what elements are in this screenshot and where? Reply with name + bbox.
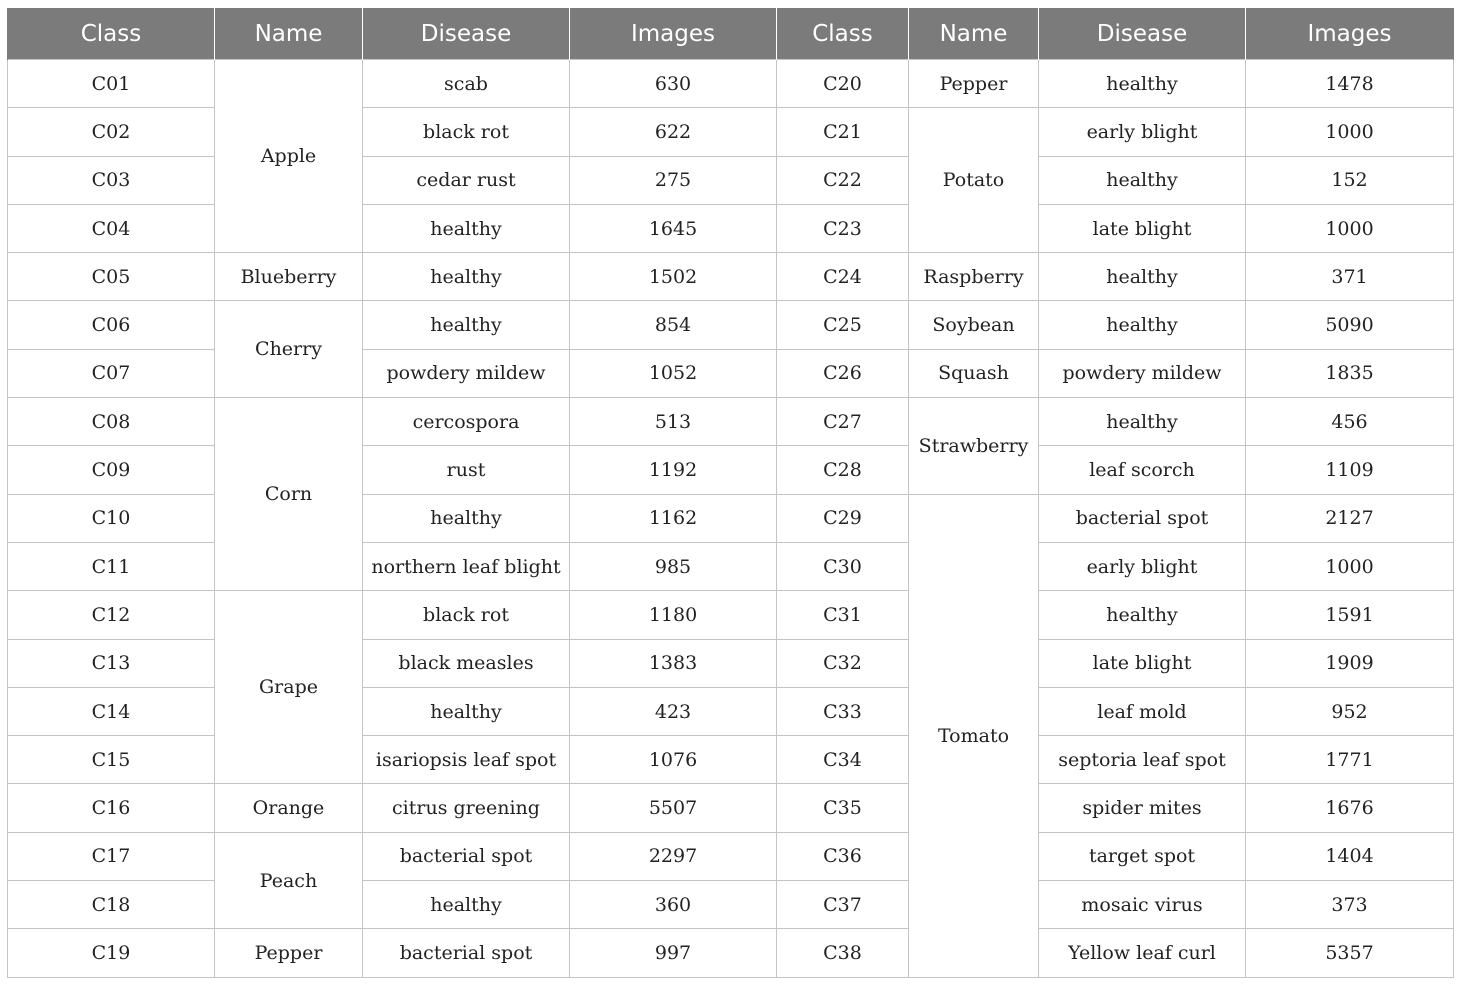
cell-images: 1404: [1246, 832, 1454, 880]
cell-disease: black rot: [363, 108, 570, 156]
cell-class: C07: [8, 349, 215, 397]
cell-images: 373: [1246, 881, 1454, 929]
cell-images: 1591: [1246, 591, 1454, 639]
col-header-name-2: Name: [909, 8, 1039, 60]
cell-disease: healthy: [363, 301, 570, 349]
cell-disease: rust: [363, 446, 570, 494]
cell-name: Pepper: [215, 929, 363, 977]
header-row: [8, 8, 1454, 60]
col-header-disease-2: Disease: [1039, 8, 1246, 60]
table-row: [8, 301, 1454, 349]
cell-class: C28: [777, 446, 909, 494]
cell-class: C21: [777, 108, 909, 156]
table-row: [8, 60, 1454, 108]
col-header-disease: Disease: [363, 8, 570, 60]
cell-disease: mosaic virus: [1039, 881, 1246, 929]
cell-class: C38: [777, 929, 909, 977]
cell-images: 1645: [570, 204, 777, 252]
cell-disease: black rot: [363, 591, 570, 639]
cell-disease: healthy: [363, 881, 570, 929]
cell-class: C17: [8, 832, 215, 880]
cell-name: Potato: [909, 108, 1039, 253]
cell-images: 1000: [1246, 204, 1454, 252]
cell-class: C26: [777, 349, 909, 397]
cell-images: 1109: [1246, 446, 1454, 494]
col-header-images: Images: [570, 8, 777, 60]
cell-class: C29: [777, 494, 909, 542]
cell-images: 1835: [1246, 349, 1454, 397]
cell-images: 5507: [570, 784, 777, 832]
cell-class: C36: [777, 832, 909, 880]
cell-images: 1192: [570, 446, 777, 494]
cell-images: 1162: [570, 494, 777, 542]
cell-disease: bacterial spot: [363, 929, 570, 977]
cell-disease: powdery mildew: [363, 349, 570, 397]
cell-images: 1052: [570, 349, 777, 397]
cell-class: C15: [8, 736, 215, 784]
cell-class: C18: [8, 881, 215, 929]
table-body: [8, 60, 1454, 978]
cell-class: C32: [777, 639, 909, 687]
cell-name: Orange: [215, 784, 363, 832]
table-row: [8, 253, 1454, 301]
cell-class: C13: [8, 639, 215, 687]
cell-images: 1771: [1246, 736, 1454, 784]
cell-class: C10: [8, 494, 215, 542]
cell-disease: healthy: [1039, 591, 1246, 639]
cell-class: C03: [8, 156, 215, 204]
cell-images: 997: [570, 929, 777, 977]
cell-name: Squash: [909, 349, 1039, 397]
cell-images: 1909: [1246, 639, 1454, 687]
cell-disease: healthy: [1039, 253, 1246, 301]
cell-class: C24: [777, 253, 909, 301]
cell-name: Strawberry: [909, 398, 1039, 495]
table-row: [8, 398, 1454, 446]
cell-images: 2127: [1246, 494, 1454, 542]
cell-disease: spider mites: [1039, 784, 1246, 832]
cell-class: C27: [777, 398, 909, 446]
cell-images: 5090: [1246, 301, 1454, 349]
cell-images: 1502: [570, 253, 777, 301]
cell-images: 513: [570, 398, 777, 446]
cell-disease: healthy: [363, 204, 570, 252]
cell-class: C35: [777, 784, 909, 832]
cell-images: 423: [570, 687, 777, 735]
table-row: [8, 832, 1454, 880]
cell-images: 1000: [1246, 108, 1454, 156]
cell-images: 371: [1246, 253, 1454, 301]
cell-disease: northern leaf blight: [363, 542, 570, 590]
cell-disease: healthy: [363, 494, 570, 542]
cell-class: C05: [8, 253, 215, 301]
cell-name: Soybean: [909, 301, 1039, 349]
cell-disease: late blight: [1039, 639, 1246, 687]
table-row: [8, 929, 1454, 977]
cell-disease: citrus greening: [363, 784, 570, 832]
cell-disease: powdery mildew: [1039, 349, 1246, 397]
cell-images: 2297: [570, 832, 777, 880]
cell-disease: healthy: [363, 687, 570, 735]
cell-name: Grape: [215, 591, 363, 784]
col-header-class: Class: [8, 8, 215, 60]
cell-disease: Yellow leaf curl: [1039, 929, 1246, 977]
cell-name: Corn: [215, 398, 363, 591]
cell-disease: healthy: [1039, 60, 1246, 108]
cell-class: C09: [8, 446, 215, 494]
cell-name: Cherry: [215, 301, 363, 398]
col-header-class-2: Class: [777, 8, 909, 60]
cell-disease: cercospora: [363, 398, 570, 446]
cell-class: C20: [777, 60, 909, 108]
cell-name: Peach: [215, 832, 363, 929]
cell-disease: healthy: [363, 253, 570, 301]
cell-class: C23: [777, 204, 909, 252]
cell-class: C19: [8, 929, 215, 977]
cell-disease: healthy: [1039, 398, 1246, 446]
cell-disease: septoria leaf spot: [1039, 736, 1246, 784]
table-row: [8, 591, 1454, 639]
cell-class: C30: [777, 542, 909, 590]
cell-disease: target spot: [1039, 832, 1246, 880]
cell-class: C16: [8, 784, 215, 832]
table-row: [8, 784, 1454, 832]
cell-name: Apple: [215, 60, 363, 253]
cell-name: Blueberry: [215, 253, 363, 301]
cell-class: C02: [8, 108, 215, 156]
cell-class: C01: [8, 60, 215, 108]
cell-disease: scab: [363, 60, 570, 108]
cell-disease: bacterial spot: [1039, 494, 1246, 542]
cell-images: 360: [570, 881, 777, 929]
cell-class: C06: [8, 301, 215, 349]
cell-images: 152: [1246, 156, 1454, 204]
cell-class: C33: [777, 687, 909, 735]
cell-class: C34: [777, 736, 909, 784]
col-header-name: Name: [215, 8, 363, 60]
cell-images: 1676: [1246, 784, 1454, 832]
cell-class: C11: [8, 542, 215, 590]
cell-class: C14: [8, 687, 215, 735]
cell-images: 1000: [1246, 542, 1454, 590]
col-header-images-2: Images: [1246, 8, 1454, 60]
cell-images: 1383: [570, 639, 777, 687]
cell-class: C25: [777, 301, 909, 349]
cell-images: 952: [1246, 687, 1454, 735]
cell-disease: isariopsis leaf spot: [363, 736, 570, 784]
cell-disease: cedar rust: [363, 156, 570, 204]
cell-name: Pepper: [909, 60, 1039, 108]
table-header: [8, 8, 1454, 60]
cell-images: 456: [1246, 398, 1454, 446]
cell-disease: black measles: [363, 639, 570, 687]
cell-disease: early blight: [1039, 542, 1246, 590]
cell-disease: late blight: [1039, 204, 1246, 252]
cell-disease: leaf mold: [1039, 687, 1246, 735]
cell-class: C04: [8, 204, 215, 252]
cell-images: 630: [570, 60, 777, 108]
cell-disease: bacterial spot: [363, 832, 570, 880]
cell-images: 275: [570, 156, 777, 204]
cell-name: Tomato: [909, 494, 1039, 977]
cell-images: 985: [570, 542, 777, 590]
cell-images: 622: [570, 108, 777, 156]
cell-images: 854: [570, 301, 777, 349]
cell-images: 5357: [1246, 929, 1454, 977]
cell-disease: healthy: [1039, 301, 1246, 349]
cell-class: C37: [777, 881, 909, 929]
cell-class: C08: [8, 398, 215, 446]
cell-name: Raspberry: [909, 253, 1039, 301]
cell-images: 1076: [570, 736, 777, 784]
cell-disease: healthy: [1039, 156, 1246, 204]
cell-class: C12: [8, 591, 215, 639]
cell-disease: leaf scorch: [1039, 446, 1246, 494]
cell-disease: early blight: [1039, 108, 1246, 156]
cell-class: C31: [777, 591, 909, 639]
plant-disease-dataset-table: [7, 8, 1454, 978]
cell-class: C22: [777, 156, 909, 204]
cell-images: 1478: [1246, 60, 1454, 108]
cell-images: 1180: [570, 591, 777, 639]
